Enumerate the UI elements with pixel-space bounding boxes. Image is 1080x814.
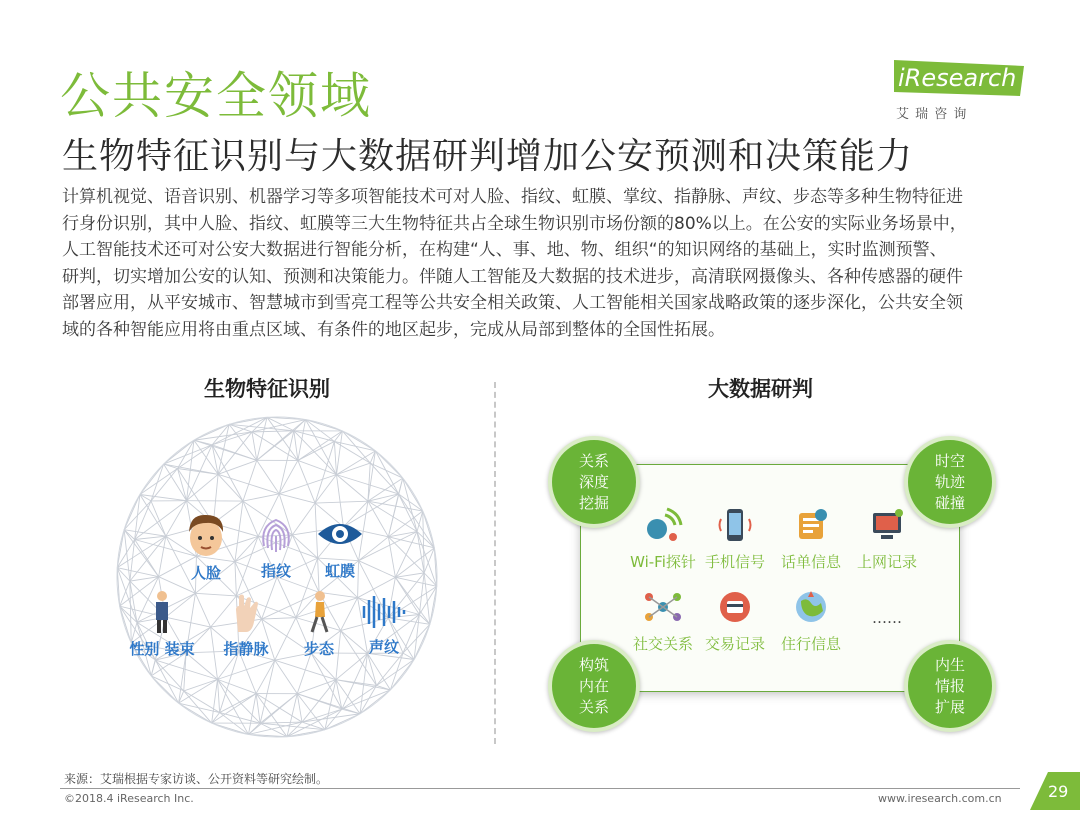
bio-voiceprint bbox=[356, 592, 412, 657]
source-note: 来源：艾瑞根据专家访谈、公开资料等研究绘制。 bbox=[64, 770, 328, 787]
paragraph-line: 计算机视觉、语音识别、机器学习等多项智能技术可对人脸、指纹、虹膜、掌纹、指静脉、声纹、步态等多种生物特征进 bbox=[62, 184, 1022, 211]
paragraph-line: 研判，切实增加公安的认知、预测和决策能力。伴随人工智能及大数据的技术进步，高清联网摄像头、各种传感器的硬件 bbox=[62, 264, 1022, 291]
transaction-icon bbox=[715, 589, 755, 625]
bd-label: 交易记录 bbox=[691, 633, 779, 654]
bd-item-callrecord bbox=[767, 507, 855, 572]
page-subtitle: 生物特征识别与大数据研判增加公安预测和决策能力 bbox=[62, 128, 913, 179]
bio-label: 声纹 bbox=[356, 636, 412, 657]
bio-gender-clothing bbox=[122, 590, 202, 659]
bd-label: 住行信息 bbox=[767, 633, 855, 654]
corner-circle-spatiotemporal bbox=[904, 436, 996, 528]
bd-label-ellipsis: …… bbox=[843, 609, 931, 627]
iresearch-logo bbox=[894, 58, 1044, 132]
bd-item-more bbox=[843, 605, 931, 627]
bio-label: 性别 装束 bbox=[122, 638, 202, 659]
bigdata-section-heading: 大数据研判 bbox=[708, 373, 813, 403]
copyright: ©2018.4 iResearch Inc. bbox=[64, 792, 194, 805]
corner-label: 构筑 内在 关系 bbox=[579, 655, 609, 718]
bio-section-heading: 生物特征识别 bbox=[204, 373, 330, 403]
paragraph-line: 人工智能技术还可对公安大数据进行智能分析，在构建“人、事、地、物、组织“的知识网络的基础上，实时监测预警、 bbox=[62, 237, 1022, 264]
page-number-badge bbox=[1030, 772, 1080, 810]
eye-icon bbox=[316, 512, 364, 556]
walking-icon bbox=[308, 590, 330, 634]
corner-circle-relation-mining bbox=[548, 436, 640, 528]
bio-finger-vein bbox=[218, 592, 274, 659]
bio-fingerprint bbox=[252, 512, 300, 581]
soundwave-icon bbox=[361, 592, 407, 632]
page-title: 公共安全领域 bbox=[60, 56, 372, 128]
face-icon bbox=[184, 512, 228, 558]
bio-face bbox=[180, 512, 232, 583]
fingerprint-icon bbox=[256, 512, 296, 556]
wifi-probe-icon bbox=[643, 507, 683, 543]
section-divider bbox=[494, 382, 496, 744]
bd-item-phone bbox=[691, 507, 779, 572]
paragraph-line: 域的各种智能应用将由重点区域、有条件的地区起步，完成从局部到整体的全国性拓展。 bbox=[62, 317, 1022, 344]
bd-item-internet bbox=[843, 507, 931, 572]
phone-icon bbox=[715, 507, 755, 543]
bio-label: 虹膜 bbox=[314, 560, 366, 581]
person-icon bbox=[151, 590, 173, 634]
bio-label: 指静脉 bbox=[218, 638, 274, 659]
bio-label: 人脸 bbox=[180, 562, 232, 583]
intro-paragraph bbox=[62, 184, 1022, 343]
corner-label: 时空 轨迹 碰撞 bbox=[935, 451, 965, 514]
globe-icon bbox=[791, 589, 831, 625]
internet-icon bbox=[867, 507, 907, 543]
footer-divider bbox=[60, 788, 1020, 789]
call-record-icon bbox=[791, 507, 831, 543]
paragraph-line: 行身份识别，其中人脸、指纹、虹膜等三大生物特征共占全球生物识别市场份额的80%以上。在公安的实际业务场景中， bbox=[62, 211, 1022, 238]
bd-item-transaction bbox=[691, 589, 779, 654]
hand-icon bbox=[228, 592, 264, 634]
bd-label: 手机信号 bbox=[691, 551, 779, 572]
social-icon bbox=[643, 589, 683, 625]
corner-circle-build-relation bbox=[548, 640, 640, 732]
page-number: 29 bbox=[1048, 782, 1068, 801]
bio-gait bbox=[296, 590, 342, 659]
corner-label: 内生 情报 扩展 bbox=[935, 655, 965, 718]
bd-label: Wi-Fi探针 bbox=[619, 551, 707, 572]
corner-circle-intelligence bbox=[904, 640, 996, 732]
paragraph-line: 部署应用，从平安城市、智慧城市到雪亮工程等公共安全相关政策、人工智能相关国家战略政策的逐步深化，公共安全领 bbox=[62, 290, 1022, 317]
biometric-network bbox=[112, 412, 442, 742]
corner-label: 关系 深度 挖掘 bbox=[579, 451, 609, 514]
logo-cn-text: 艾 瑞 咨 询 bbox=[896, 106, 967, 122]
bd-label: 社交关系 bbox=[619, 633, 707, 654]
bio-iris bbox=[314, 512, 366, 581]
bd-item-residence bbox=[767, 589, 855, 654]
bio-label: 步态 bbox=[296, 638, 342, 659]
bio-label: 指纹 bbox=[252, 560, 300, 581]
bd-label: 话单信息 bbox=[767, 551, 855, 572]
svg-text:iResearch: iResearch bbox=[898, 64, 1016, 92]
bd-label: 上网记录 bbox=[843, 551, 931, 572]
website-link[interactable]: www.iresearch.com.cn bbox=[878, 792, 1002, 805]
